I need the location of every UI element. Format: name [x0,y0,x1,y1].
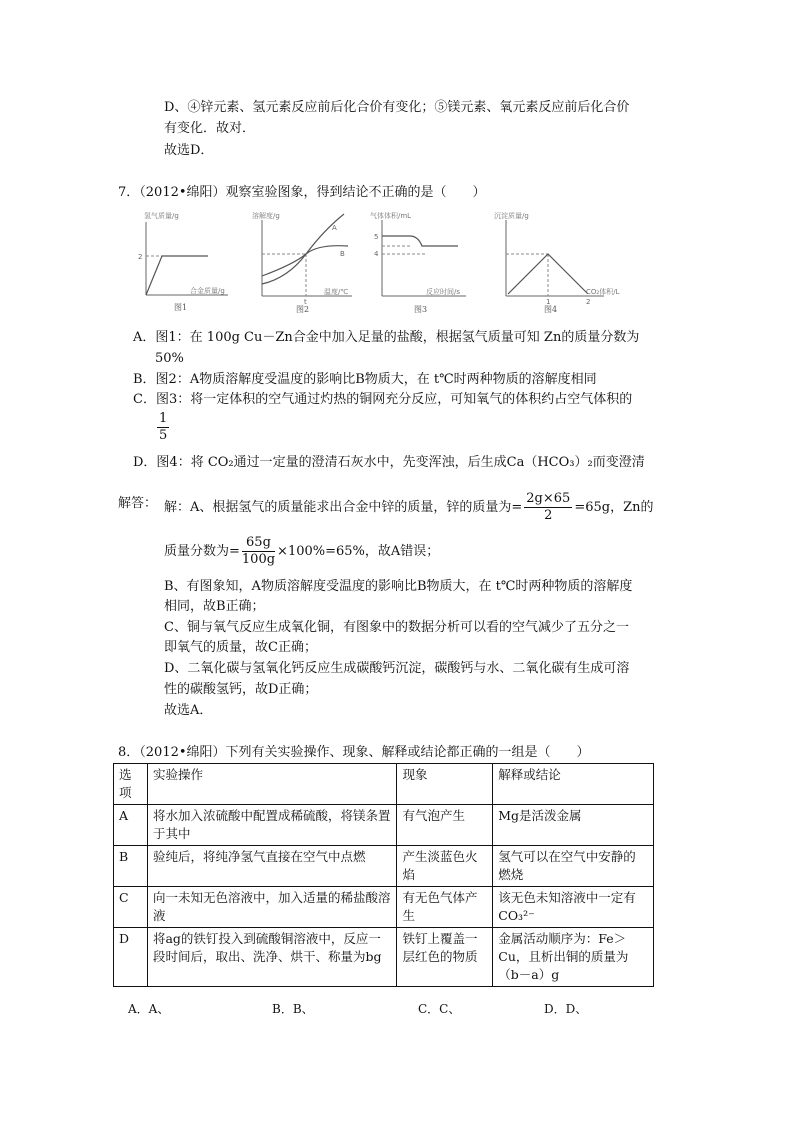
answer-line-5: C、铜与氧气反应生成氧化铜，有图象中的数据分析可以看的空气减少了五分之一 [164,620,629,635]
figure-2 [248,210,356,314]
fig1-caption: 图1 [174,303,188,312]
table-cell: 氢气可以在空气中安静的燃烧 [493,846,654,887]
answer-line-4: 相同，故B正确； [164,599,265,614]
answer-line-8: 性的碳酸氢钙，故D正确； [164,682,318,697]
fig2-xlabel: 温度/℃ [324,288,349,296]
table-cell: B [114,846,148,887]
fig3-caption: 图3 [414,305,428,314]
q8-option-c: C．C、 [418,1002,461,1016]
table-header-row [114,764,654,805]
q8-option-b: B．B、 [272,1002,314,1016]
fig2-caption: 图2 [296,305,310,314]
figure-4 [490,210,620,314]
q8-option-d: D．D、 [544,1002,588,1016]
q7-option-c: C．图3：将一定体积的空气通过灼热的铜网充分反应，可知氧气的体积约占空气体积的 [133,392,633,407]
fig2-x-mark: t [304,298,307,306]
intro-line-1: D、④锌元素、氢元素反应前后化合价有变化；⑤镁元素、氧元素反应前后化合价 [164,100,630,115]
table-cell: Mg是活泼金属 [493,805,654,846]
fig4-xlabel: CO₂体积/L [586,288,620,296]
table-cell: 将水加入浓硫酸中配置成稀硫酸，将镁条置于其中 [147,805,396,846]
q7-option-d: D．图4：将 CO₂通过一定量的澄清石灰水中，先变浑浊，后生成Ca（HCO₃）₂而变澄清 [133,455,645,470]
q7-option-a: A．图1：在 100g Cu－Zn合金中加入足量的盐酸，根据氢气质量可知 Zn的质量分数为 [133,330,640,345]
answer-line-1: 解：A、根据氢气的质量能求出合金中锌的质量，锌的质量为= $\frac{2g\times 65}{2}$ =65g，Zn的 [164,491,654,523]
table-cell: 该无色未知溶液中一定有CO₃²⁻ [493,887,654,928]
fig4-caption: 图4 [544,305,558,314]
c-frac-num: 1 [159,411,168,426]
table-cell: 验纯后，将纯净氢气直接在空气中点燃 [147,846,396,887]
table-cell: A [114,805,148,846]
table-cell: 向一未知无色溶液中，加入适量的稀盐酸溶液 [147,887,396,928]
fig2-curve-b: B [340,250,345,258]
figure-2-chart [248,210,356,306]
fig1-ylabel: 氢气质量/g [144,212,179,220]
q7-stem: 7．（2012•绵阳）观察室验图象，得到结论不正确的是（ ） [118,185,486,200]
fig1-xlabel: 合金质量/g [190,287,225,295]
fig3-xlabel: 反应时间/s [426,288,461,296]
figure-1 [132,210,232,312]
answer-line-7: D、二氧化碳与氢氧化钙反应生成碳酸钙沉淀，碳酸钙与水、二氧化碳有生成可溶 [164,661,630,676]
c-frac-den: 5 [159,428,168,443]
fig4-x-mark: 1 [546,298,551,306]
fig4-ylabel: 沉淀质量/g [494,212,529,220]
fig4-x-end: 2 [586,298,591,306]
table-cell: 产生淡蓝色火焰 [397,846,493,887]
answer-label: 解答： [118,496,158,511]
answer-line-9: 故选A． [164,703,213,718]
table-row [114,805,654,846]
answer-line-3: B、有图象知，A物质溶解度受温度的影响比B物质大，在 t℃时两种物质的溶解度 [164,579,633,594]
answer-line-6: 即氧气的质量，故C正确； [164,640,317,655]
q7-option-c-fraction [155,411,171,444]
fig3-y2: 4 [374,250,379,258]
table-cell: D [114,928,148,987]
figure-3 [366,210,470,314]
q7-option-b: B．图2：A物质溶解度受温度的影响比B物质大，在 t℃时两种物质的溶解度相同 [133,372,597,387]
header-conclusion: 解释或结论 [493,764,654,805]
table-cell: 有无色气体产生 [397,887,493,928]
table-cell: C [114,887,148,928]
table-row [114,928,654,987]
table-row [114,887,654,928]
q8-option-a: A．A、 [128,1002,170,1016]
table-cell: 将ag的铁钉投入到硫酸铜溶液中，反应一段时间后，取出、洗净、烘干、称量为bg [147,928,396,987]
figure-4-chart [490,210,620,306]
answer-line-2: 质量分数为= $\frac{65g}{100g}$ ×100%=65%，故A错误； [164,535,440,567]
q8-table [113,763,654,987]
fig3-y1: 5 [374,233,379,241]
figure-1-chart [132,210,232,300]
intro-line-3: 故选D． [164,143,214,158]
header-option: 选项 [114,764,148,805]
fig2-ylabel: 溶解度/g [252,212,280,220]
intro-line-2: 有变化．故对． [164,121,256,136]
header-operation: 实验操作 [147,764,396,805]
header-phenomenon: 现象 [397,764,493,805]
fig2-curve-a: A [332,224,337,232]
q8-stem: 8．（2012•绵阳）下列有关实验操作、现象、解释或结论都正确的一组是（ ） [118,745,590,760]
table-cell: 金属活动顺序为：Fe＞Cu，且析出铜的质量为（b－a）g [493,928,654,987]
fig3-ylabel: 气体体积/mL [370,212,412,220]
q7-option-a-cont: 50% [155,351,184,366]
fig1-y-value: 2 [138,253,143,261]
table-cell: 铁钉上覆盖一层红色的物质 [397,928,493,987]
figure-3-chart [366,210,470,302]
table-row [114,846,654,887]
table-cell: 有气泡产生 [397,805,493,846]
